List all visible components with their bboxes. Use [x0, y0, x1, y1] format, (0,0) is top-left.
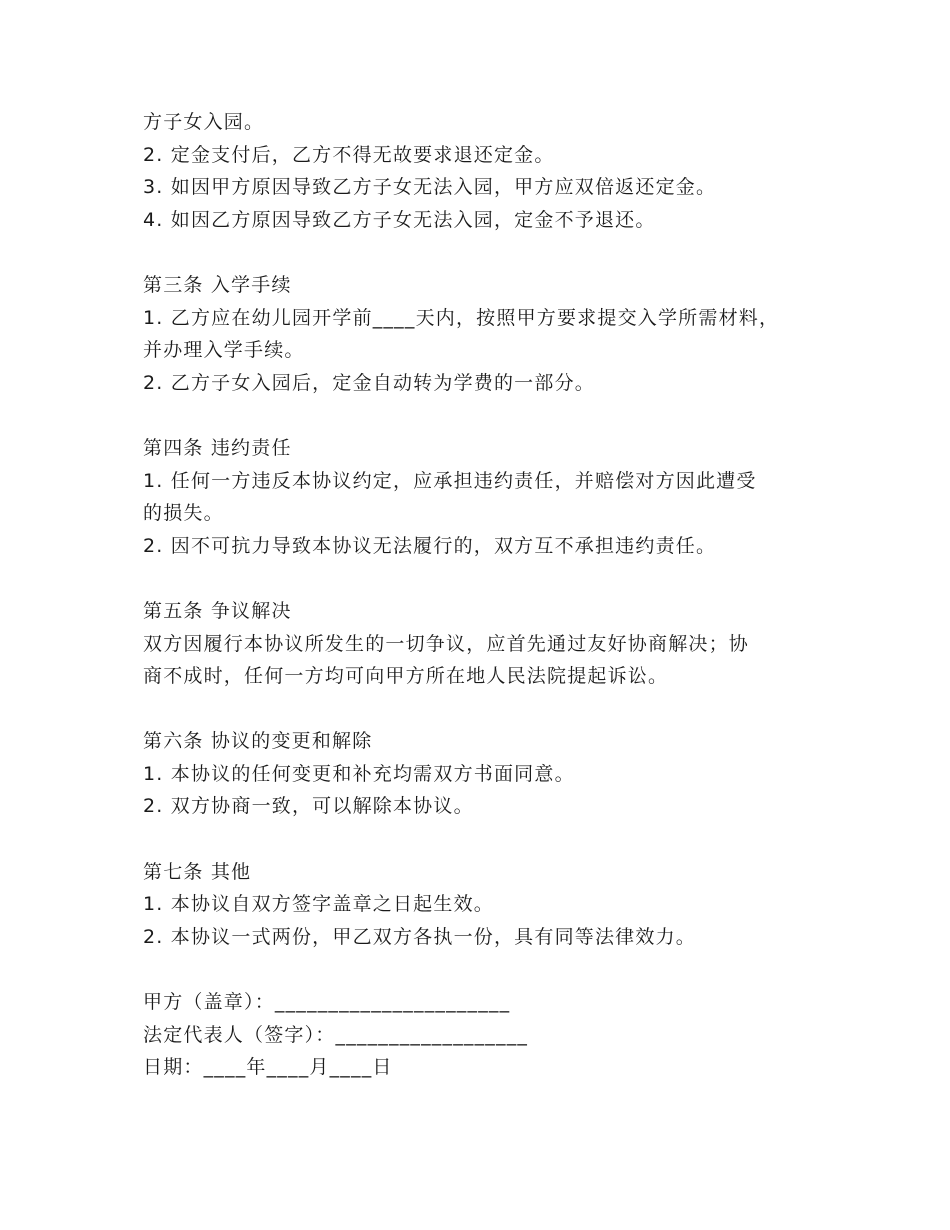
article5-line: 商不成时，任何一方均可向甲方所在地人民法院提起诉讼。 [143, 665, 669, 688]
section-gap [143, 399, 843, 432]
intro-tail-text: 方子女入园。 [143, 111, 265, 133]
article5-line: 双方因履行本协议所发生的一切争议，应首先通过友好协商解决；协 [143, 632, 750, 655]
article3-title: 第三条 入学手续 [143, 273, 292, 296]
article7-title: 第七条 其他 [143, 860, 252, 883]
article4-title: 第四条 违约责任 [143, 436, 292, 459]
document-body [143, 106, 843, 1084]
party-a-seal-line: 甲方（盖章）：______________________ [143, 991, 511, 1014]
section-gap [143, 953, 843, 986]
legal-rep-signature-line: 法定代表人（签字）：__________________ [143, 1023, 529, 1046]
article3-line: 1. 乙方应在幼儿园开学前____天内，按照甲方要求提交入学所需材料， [143, 306, 780, 329]
article4-line: 1. 任何一方违反本协议约定，应承担违约责任，并赔偿对方因此遭受 [143, 469, 757, 492]
deposit-item-4: 4. 如因乙方原因导致乙方子女无法入园，定金不予退还。 [143, 208, 656, 231]
article3-line: 并办理入学手续。 [143, 339, 305, 362]
article4-line: 的损失。 [143, 502, 224, 525]
article4-line: 2. 因不可抗力导致本协议无法履行的，双方互不承担违约责任。 [143, 534, 717, 557]
date-line: 日期：____年____月____日 [143, 1056, 393, 1079]
article3-line: 2. 乙方子女入园后，定金自动转为学费的一部分。 [143, 371, 595, 394]
article5-title: 第五条 争议解决 [143, 599, 292, 622]
deposit-item-3: 3. 如因甲方原因导致乙方子女无法入园，甲方应双倍返还定金。 [143, 176, 717, 199]
article6-title: 第六条 协议的变更和解除 [143, 730, 373, 753]
article7-line: 1. 本协议自双方签字盖章之日起生效。 [143, 893, 494, 916]
article6-line: 1. 本协议的任何变更和补充均需双方书面同意。 [143, 762, 575, 785]
article7-line: 2. 本协议一式两份，甲乙双方各执一份，具有同等法律效力。 [143, 925, 696, 948]
section-gap [143, 236, 843, 269]
section-gap [143, 562, 843, 595]
deposit-item-2: 2. 定金支付后，乙方不得无故要求退还定金。 [143, 143, 555, 166]
section-gap [143, 693, 843, 726]
article6-line: 2. 双方协商一致，可以解除本协议。 [143, 795, 474, 818]
section-gap [143, 823, 843, 856]
